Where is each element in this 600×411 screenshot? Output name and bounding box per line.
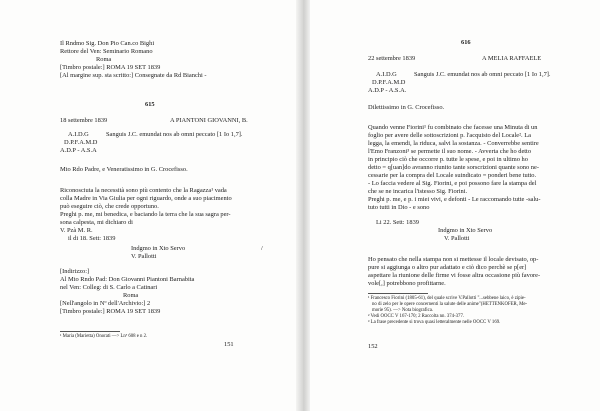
top-block-line: [Timbro postale:] ROMA 19 SET 1839 bbox=[60, 64, 161, 71]
postscript-line: Ho pensato che nella stampa non si mettesse il locale devisato, op- bbox=[368, 256, 539, 263]
postscript-line: aspettare la riunione delle firme vi fosse altra occasione più favore- bbox=[368, 272, 541, 279]
salutation-line: A.I.D.G bbox=[376, 71, 397, 78]
salutation-line: A.D.P - A.S.A bbox=[60, 147, 97, 154]
letter-opening: Dilettissimo in G. Crocefisso. bbox=[368, 104, 445, 111]
top-block-line: [Al margine sup. sta scritto:] Consegnate da Rd Bianchi - bbox=[60, 72, 207, 79]
closing-signature: V. Pallotti bbox=[444, 235, 470, 242]
address-line: [Timbro postale:] ROMA 19 SET 1839 bbox=[60, 308, 161, 315]
address-line: Roma bbox=[123, 292, 139, 299]
footnote: ² Vedi OOCC V 167-170; 2 Raccolta nn. 374-377. bbox=[368, 314, 465, 319]
salutation-line: A.I.D.G bbox=[68, 131, 89, 138]
salutation-line: D.P.F.A.M.D bbox=[64, 139, 98, 146]
footnote-rule bbox=[368, 293, 428, 294]
salutation-line: A.D.P - A.S.A. bbox=[368, 87, 407, 94]
address-line: [Indirizzo:] bbox=[60, 268, 90, 275]
closing-line: Indgmo in Xto Servo bbox=[131, 245, 186, 252]
body-line: Riconosciuta la necessità sono più contento che la Ragazza¹ vada bbox=[60, 187, 227, 194]
top-block-line: Rettore del Ven: Seminario Romano bbox=[60, 48, 153, 55]
letter-opening: Mto Rdo Padre, e Veneratissimo in G. Crocefisso. bbox=[60, 166, 188, 173]
letter-number: 616 bbox=[461, 39, 471, 46]
footnote: ¹ Maria (Marietta) Onorati —> Lnª 608 e n 2. bbox=[60, 334, 148, 339]
footnote: ³ La frase precedente si trova quasi letteralmente nelle OOCC V 169. bbox=[368, 320, 501, 325]
postscript-line: vole[,] potrebbono profittarne. bbox=[368, 280, 446, 287]
body-line: in principio ciò che occorre p. tutte le spese, e poi in ultimo ho bbox=[368, 156, 528, 163]
body-line: - Lo faccia vedere al Sig. Fiorini, e poi possono fare la stampa del bbox=[368, 180, 537, 187]
address-line: [Nell'angolo in Nº dell'Archivio:] 2 bbox=[60, 300, 151, 307]
body-line: sona calpesta, mi dichiaro di bbox=[60, 219, 133, 226]
address-line: nel Ven: Colleg: di S. Carlo a Catinari bbox=[60, 284, 158, 291]
closing-mark: / bbox=[261, 245, 263, 252]
footnote-rule bbox=[60, 331, 120, 332]
top-block-line: Il Rndmo Sig. Don Pio Can.co Bighi bbox=[60, 40, 155, 47]
body-line: il di 18. Sett: 1839 bbox=[68, 235, 116, 242]
letter-date: 18 settembre 1839 bbox=[60, 117, 108, 124]
body-line: Preghi p. me, e p. i miei vivi, e defonti - Le raccomando tutte -salu- bbox=[368, 196, 541, 203]
body-line: V. Pzà M. R. bbox=[60, 227, 93, 234]
body-line: Quando venne Fiorini¹ fu combinato che facesse una Minuta di un bbox=[368, 124, 538, 131]
body-line: tuto tutti in Dio - e sono bbox=[368, 204, 430, 211]
left-page bbox=[0, 0, 296, 411]
salutation-line: D.P.F.A.M.D bbox=[372, 79, 406, 86]
page-number: 151 bbox=[224, 341, 234, 348]
body-line: detto = q[uan]do avranno riunito tante sorscrizioni quante sono ne- bbox=[368, 164, 539, 171]
body-line: che se ne incarica l'istesso Sig. Fiorini. bbox=[368, 188, 468, 195]
letter-recipient: A MELIA RAFFAELE bbox=[482, 55, 542, 62]
body-line: cessarie per la compra del Locale suindicato = ponderi bene tutto. bbox=[368, 172, 537, 179]
footnote: ¹ Francesco Fiorini (1805-61), del quale scrive V.Pallotti "...sebbene laico, è zipie- bbox=[368, 296, 526, 301]
body-line: Preghi p. me, mi benedica, e baciando la terra che la sua sagra per- bbox=[60, 211, 231, 218]
place-date: Li 22. Sett: 1839 bbox=[376, 219, 419, 226]
letter-date: 22 settembre 1839 bbox=[368, 55, 416, 62]
salutation-line: Sanguis J.C. emundat nos ab omni peccato [1 Io 1,7]. bbox=[414, 71, 551, 78]
salutation-line: Sanguis J.C. emundat nos ab omni peccato [1 Io 1,7]. bbox=[106, 131, 243, 138]
closing-line: Indgmo in Xto Servo bbox=[438, 227, 493, 234]
body-line: colla Madre in Via Giulia per ogni riguardo, onde a suo piacimento bbox=[60, 195, 232, 202]
footnote: morie 95). —> Nota biografica. bbox=[372, 308, 434, 313]
letter-number: 615 bbox=[145, 101, 155, 108]
closing-signature: V. Pallotti bbox=[131, 253, 157, 260]
footnote: no di zelo per le opere concernenti la salute delle anime"(HETTENKOFER, Me- bbox=[372, 302, 528, 307]
postscript-line: pure si aggiunga o altro pur adattato e ciò dico perchè se p[er] bbox=[368, 264, 527, 271]
body-line: foglio per avere delle sottoscrizioni p. l'acquisto del Locale². La bbox=[368, 132, 531, 139]
book-gutter bbox=[296, 0, 310, 411]
letter-recipient: A PIANTONI GIOVANNI, B. bbox=[170, 117, 248, 124]
body-line: legga, la emendi, la riduca, salvi la sostanza. - Converrebbe sentire bbox=[368, 140, 539, 147]
body-line: può eseguire ciò, che crede opportuno. bbox=[60, 203, 159, 210]
right-page bbox=[310, 0, 600, 411]
page-number: 152 bbox=[368, 343, 378, 350]
top-block-line: Roma bbox=[96, 56, 112, 63]
body-line: l'Emo Franzoni³ se permette il suo nome. - Avverta che ho detto bbox=[368, 148, 532, 155]
address-line: Al Mto Rndo Pad: Don Giovanni Piantoni Barnabita bbox=[60, 276, 195, 283]
